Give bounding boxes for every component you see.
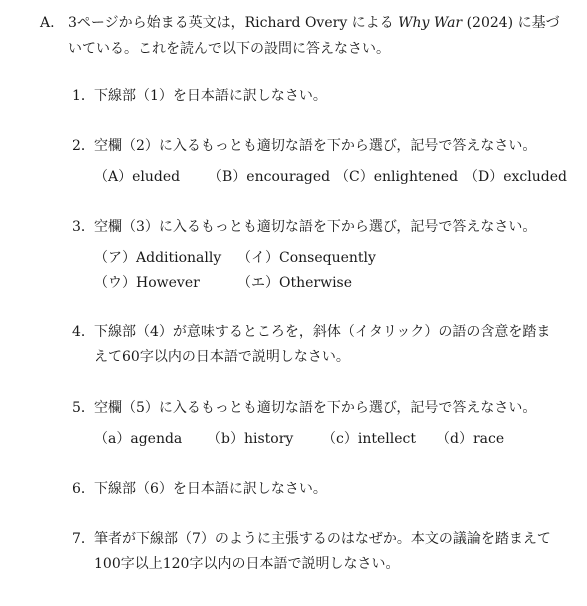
option-text: race bbox=[472, 431, 505, 447]
option-key: （C） bbox=[335, 169, 374, 185]
option-text: Otherwise bbox=[279, 275, 353, 291]
intro-text-post: (2024) に基づ bbox=[462, 15, 560, 31]
option-item bbox=[94, 170, 180, 184]
option-item bbox=[322, 432, 416, 446]
question-text: 下線部（1）を日本語に訳しなさい。 bbox=[94, 88, 327, 104]
option-item bbox=[237, 276, 352, 290]
option-text: encouraged bbox=[246, 169, 331, 185]
question-text: 空欄（3）に入るもっとも適切な語を下から選び，記号で答えなさい。 bbox=[94, 219, 537, 235]
option-text: enlightened bbox=[373, 169, 459, 185]
option-item bbox=[436, 432, 504, 446]
question-number: 4． bbox=[72, 324, 95, 340]
option-text: history bbox=[243, 431, 294, 447]
option-item bbox=[464, 170, 567, 184]
option-item bbox=[94, 251, 221, 265]
question-text: 空欄（5）に入るもっとも適切な語を下から選び，記号で答えなさい。 bbox=[94, 400, 537, 416]
option-item bbox=[237, 251, 376, 265]
question-text: 下線部（6）を日本語に訳しなさい。 bbox=[94, 481, 327, 497]
option-key: （A） bbox=[94, 169, 133, 185]
intro-text-pre: 3ページから始まる英文は，Richard Overy による bbox=[68, 15, 399, 31]
intro-line-1 bbox=[68, 16, 560, 30]
option-text: intellect bbox=[357, 431, 416, 447]
option-item bbox=[208, 170, 330, 184]
option-text: eluded bbox=[132, 169, 181, 185]
question-number: 3． bbox=[72, 219, 95, 235]
option-item bbox=[335, 170, 458, 184]
intro-line-2: いている。これを読んで以下の設問に答えなさい。 bbox=[68, 41, 390, 57]
question-text: 筆者が下線部（7）のように主張するのはなぜか。本文の議論を踏まえて bbox=[94, 531, 551, 547]
book-title: Why War bbox=[398, 15, 463, 31]
option-key: （a） bbox=[94, 431, 131, 447]
option-key: （ウ） bbox=[94, 275, 136, 291]
question-number: 5． bbox=[72, 400, 95, 416]
option-text: Consequently bbox=[279, 250, 376, 266]
option-text: excluded bbox=[503, 169, 567, 185]
option-key: （B） bbox=[208, 169, 247, 185]
option-key: （エ） bbox=[237, 275, 279, 291]
question-number: 6． bbox=[72, 481, 95, 497]
question-text-continued: えて60字以内の日本語で説明しなさい。 bbox=[94, 349, 350, 365]
question-number: 7． bbox=[72, 531, 95, 547]
question-number: 2． bbox=[72, 138, 95, 154]
option-item bbox=[207, 432, 293, 446]
question-text: 下線部（4）が意味するところを，斜体（イタリック）の語の含意を踏ま bbox=[94, 324, 551, 340]
option-text: agenda bbox=[130, 431, 183, 447]
option-key: （d） bbox=[436, 431, 473, 447]
section-label: A. bbox=[40, 15, 55, 31]
question-text-continued: 100字以上120字以内の日本語で説明しなさい。 bbox=[94, 556, 400, 572]
option-text: Additionally bbox=[136, 250, 222, 266]
option-key: （ア） bbox=[94, 250, 136, 266]
option-item bbox=[94, 276, 200, 290]
option-key: （イ） bbox=[237, 250, 279, 266]
question-text: 空欄（2）に入るもっとも適切な語を下から選び，記号で答えなさい。 bbox=[94, 138, 537, 154]
question-number: 1． bbox=[72, 88, 95, 104]
option-key: （c） bbox=[322, 431, 358, 447]
option-key: （D） bbox=[464, 169, 504, 185]
option-key: （b） bbox=[207, 431, 244, 447]
option-text: However bbox=[136, 275, 200, 291]
option-item bbox=[94, 432, 182, 446]
